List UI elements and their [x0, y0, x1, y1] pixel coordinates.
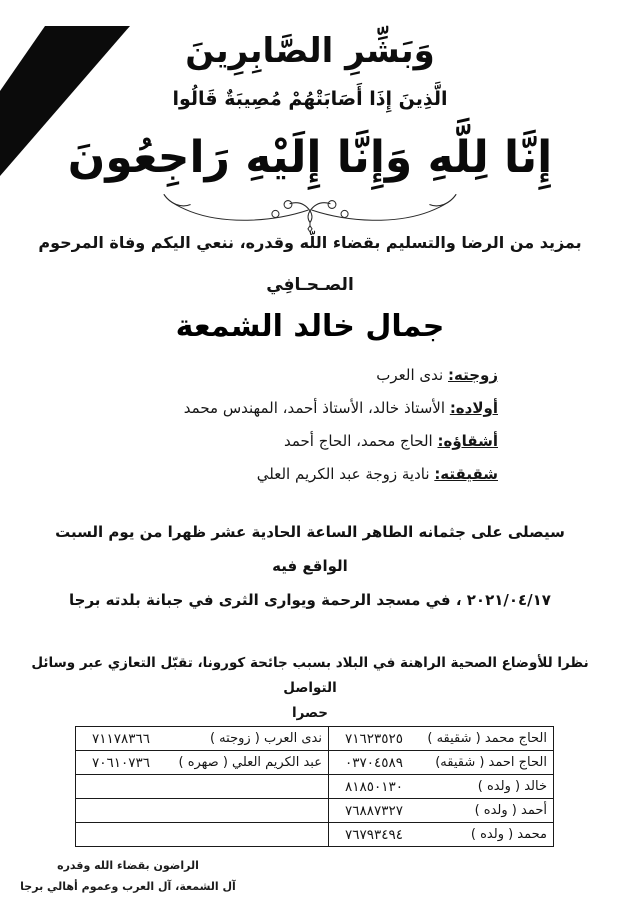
- funeral-notice: [30, 515, 590, 617]
- contact-name: الحاج محمد ( شقيقه ): [427, 731, 547, 746]
- family-label: أشقاؤه:: [437, 432, 498, 450]
- family-label: أولاده:: [449, 399, 498, 417]
- deceased-title: الصـحـافِي: [266, 275, 354, 295]
- covid-notice: [30, 651, 590, 726]
- condolences-phone-table: [75, 726, 554, 847]
- contact-phone: ٧١٦٢٣٥٢٥: [345, 730, 404, 747]
- family-list: [40, 359, 498, 491]
- table-row: [76, 823, 554, 847]
- contact-name: أحمد ( ولده ): [474, 803, 547, 818]
- flourish-ornament: [120, 188, 500, 232]
- verse-line-1: وَبَشِّرِ الصَّابِرِينَ: [185, 31, 435, 71]
- contact-phone: ٨١٨٥٠١٣٠: [345, 778, 404, 795]
- obituary-page: [0, 26, 620, 903]
- signature-block: [12, 855, 244, 897]
- contact-name: عبد الكريم العلي ( صهره ): [178, 755, 322, 770]
- family-row-children: [40, 392, 498, 425]
- table-row: [76, 775, 554, 799]
- signature-line-2: آل الشمعة، آل العرب وعموم أهالي برجا: [20, 880, 236, 893]
- covid-line-1: نظرا للأوضاع الصحية الراهنة في البلاد بسبب جائحة كورونا، تقبّل التعازي عبر وسائل التواصل: [31, 655, 589, 696]
- family-label: شقيقته:: [434, 465, 498, 483]
- table-row: [76, 751, 554, 775]
- contact-phone: ٧٦٨٨٧٣٢٧: [345, 802, 404, 819]
- family-label: زوجته:: [448, 366, 498, 384]
- contact-name: محمد ( ولده ): [470, 827, 547, 842]
- table-row: [76, 799, 554, 823]
- contact-phone: ٠٣٧٠٤٥٨٩: [345, 754, 404, 771]
- funeral-line-1: سيصلى على جثمانه الطاهر الساعة الحادية عشر ظهرا من يوم السبت الواقع فيه: [55, 523, 565, 575]
- signature-line-1: الراضون بقضاء الله وقدره: [57, 859, 199, 872]
- family-value: الحاج محمد، الحاج أحمد: [283, 432, 433, 450]
- contact-phone: ٧١١٧٨٣٦٦: [92, 730, 151, 747]
- covid-line-2: حصرا: [291, 705, 329, 721]
- verse-line-2: الَّذِينَ إِذَا أَصَابَتْهُمْ مُصِيبَةٌ قَالُوا: [172, 88, 448, 110]
- funeral-line-2: ٢٠٢١/٠٤/١٧ ، في مسجد الرحمة ويوارى الثرى في جبانة بلدته برجا: [69, 591, 551, 609]
- table-row: [76, 727, 554, 751]
- family-value: الأستاذ خالد، الأستاذ أحمد، المهندس محمد: [183, 399, 446, 417]
- verse-line-3: إِنَّا لِلَّهِ وَإِنَّا إِلَيْهِ رَاجِعُونَ: [67, 132, 553, 183]
- contact-name: خالد ( ولده ): [477, 779, 547, 794]
- family-row-brothers: [40, 425, 498, 458]
- contact-phone: ٧٠٦١٠٧٣٦: [92, 754, 151, 771]
- family-row-sister: [40, 458, 498, 491]
- contact-phone: ٧٦٧٩٣٤٩٤: [345, 826, 404, 843]
- family-value: نادية زوجة عبد الكريم العلي: [256, 465, 430, 483]
- family-row-wife: [40, 359, 498, 392]
- contact-name: ندى العرب ( زوجته ): [209, 731, 322, 746]
- family-value: ندى العرب: [376, 366, 444, 384]
- deceased-name: جمال خالد الشمعة: [175, 309, 445, 344]
- contact-name: الحاج احمد ( شقيقه): [435, 755, 547, 770]
- announcement-intro: بمزيد من الرضا والتسليم بقضاء اللّه وقدره، ننعي اليكم وفاة المرحوم: [38, 233, 582, 252]
